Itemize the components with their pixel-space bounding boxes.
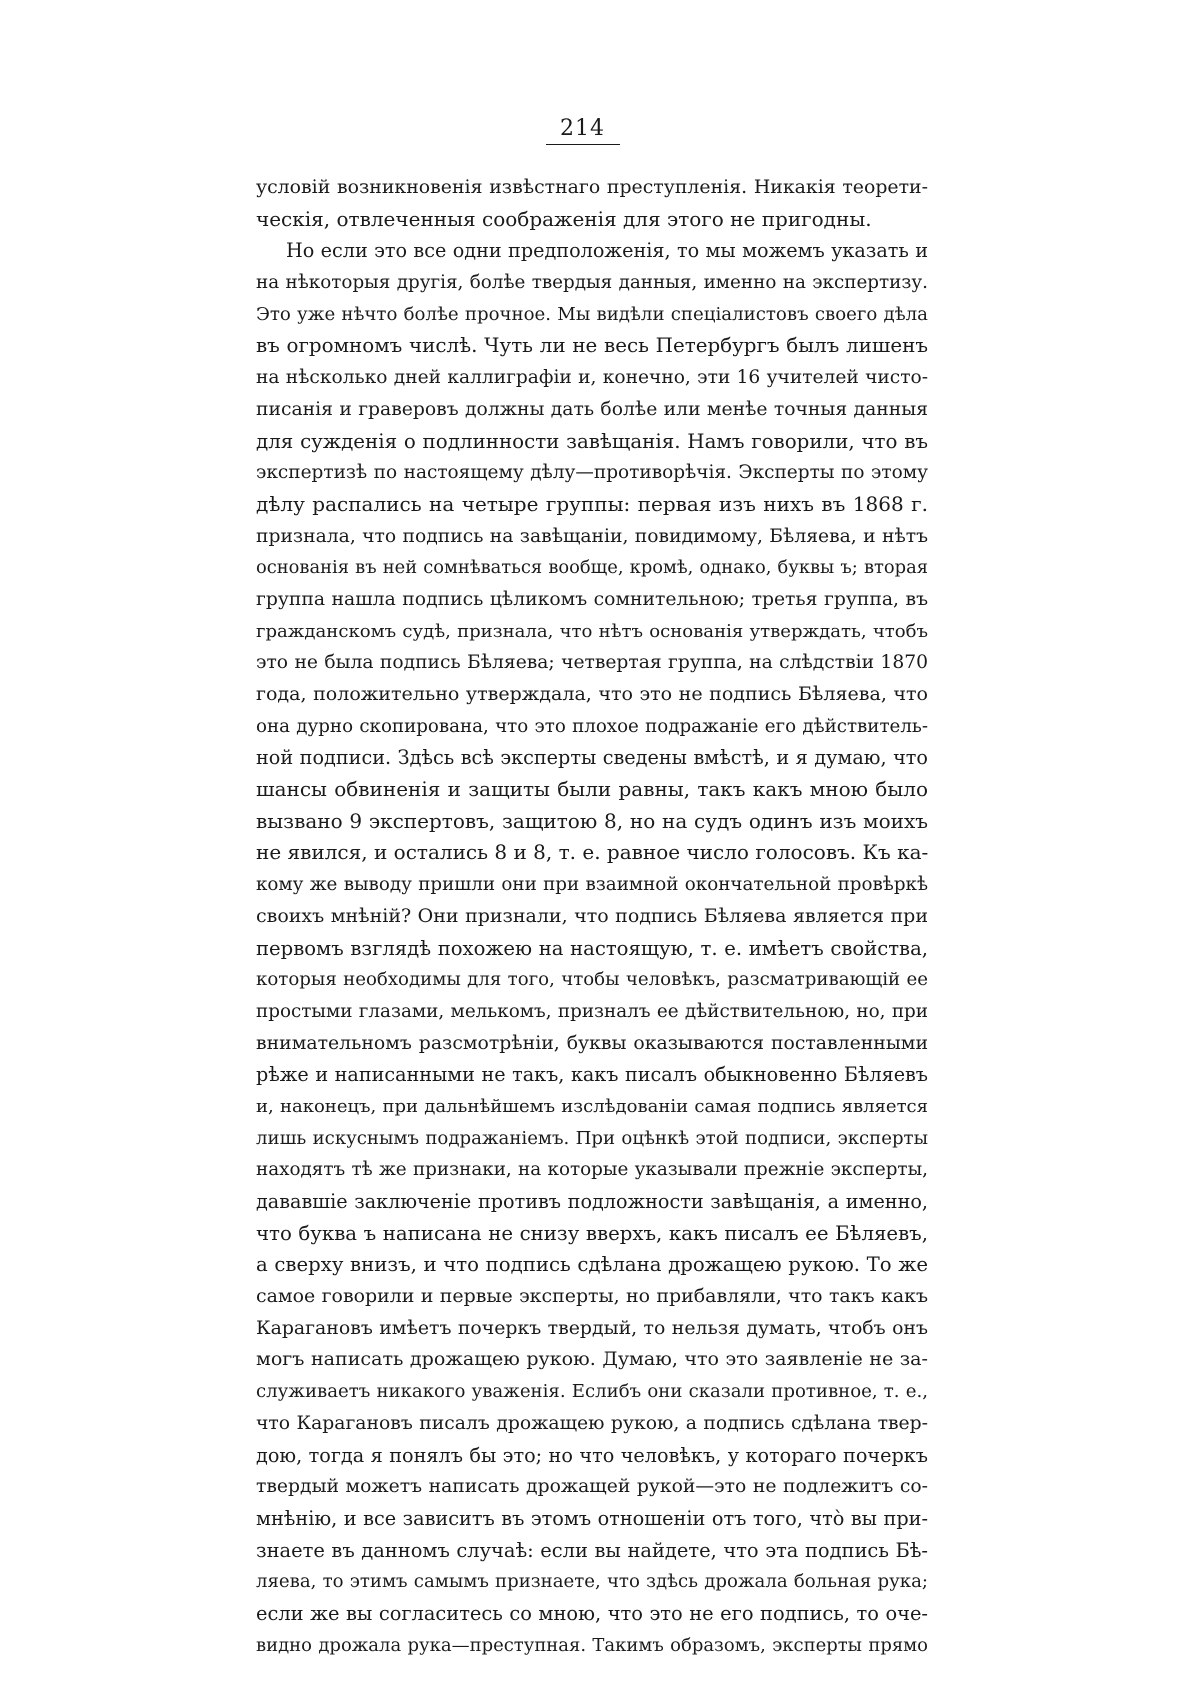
text-line: Но если это все одни предположенія, то мы можемъ указать и [286, 239, 928, 263]
text-line: вызвано 9 экспертовъ, защитою 8, но на судъ одинъ изъ моихъ [256, 808, 928, 833]
text-line: основанія въ ней сомнѣваться вообще, кромѣ, однако, буквы ъ; вторая [256, 557, 928, 579]
text-line: видно дрожала рука—преступная. Такимъ образомъ, эксперты прямо [256, 1634, 928, 1656]
text-line: внимательномъ разсмотрѣніи, буквы оказываются поставленными [256, 1032, 928, 1054]
page-number: 214 [560, 116, 605, 141]
text-line: условій возникновенія извѣстнаго преступленія. Никакія теорети- [256, 176, 928, 198]
text-line: экспертизѣ по настоящему дѣлу—противорѣчія. Эксперты по этому [256, 462, 928, 484]
text-line: группа нашла подпись цѣликомъ сомнительною; третья группа, въ [256, 588, 928, 610]
text-line: служиваетъ никакого уваженія. Еслибъ они сказали противное, т. е., [256, 1381, 928, 1403]
text-line: кому же выводу пришли они при взаимной окончательной провѣркѣ [256, 874, 928, 896]
text-line: а сверху внизъ, и что подпись сдѣлана дрожащею рукою. То же [256, 1253, 928, 1277]
text-line: могъ написать дрожащею рукою. Думаю, что это заявленіе не за- [256, 1348, 928, 1371]
text-line: года, положительно утверждала, что это не подпись Бѣляева, что [256, 683, 928, 705]
text-line: если же вы согласитесь со мною, что это не его подпись, то оче- [256, 1601, 928, 1625]
text-line: въ огромномъ числѣ. Чуть ли не весь Петербургъ былъ лишенъ [256, 334, 928, 358]
text-line: Это уже нѣчто болѣе прочное. Мы видѣли спеціалистовъ своего дѣла [256, 303, 928, 325]
text-line: дѣлу распались на четыре группы: первая изъ нихъ въ 1868 г. [256, 491, 928, 516]
text-line: дававшіе заключеніе противъ подложности завѣщанія, а именно, [256, 1190, 928, 1213]
text-line: не явился, и остались 8 и 8, т. е. равное число голосовъ. Къ ка- [256, 840, 929, 865]
text-line: это не была подпись Бѣляева; четвертая группа, на слѣдствіи 1870 [256, 652, 928, 674]
text-line: первомъ взглядѣ похожею на настоящую, т. е. имѣетъ свойства, [256, 936, 928, 960]
text-line: дою, тогда я понялъ бы это; но что человѣкъ, у котораго почеркъ [256, 1443, 928, 1467]
text-line: на нѣкоторыя другія, болѣе твердыя данныя, именно на экспертизу. [256, 272, 928, 294]
text-line: знаете въ данномъ случаѣ: если вы найдете, что эта подпись Бѣ- [256, 1538, 928, 1562]
text-line: и, наконецъ, при дальнѣйшемъ изслѣдованіи самая подпись является [256, 1095, 928, 1117]
text-line: ной подписи. Здѣсь всѣ эксперты сведены вмѣстѣ, и я думаю, что [256, 746, 928, 770]
text-line: мнѣнію, и все зависитъ въ этомъ отношеніи отъ того, что̀ вы при- [256, 1506, 928, 1530]
text-line: своихъ мнѣній? Они признали, что подпись Бѣляева является при [256, 904, 928, 927]
text-line: самое говорили и первые эксперты, но прибавляли, что такъ какъ [256, 1285, 928, 1308]
text-line: для сужденія о подлинности завѣщанія. Намъ говорили, что въ [256, 429, 928, 453]
text-line: она дурно скопирована, что это плохое подражаніе его дѣйствитель- [256, 715, 928, 737]
text-line: рѣже и написанными не такъ, какъ писалъ обыкновенно Бѣляевъ [256, 1063, 928, 1087]
text-line: ческія, отвлеченныя соображенія для этого не пригодны. [256, 206, 872, 231]
text-line: твердый можетъ написать дрожащей рукой—это не подлежитъ со- [256, 1476, 928, 1498]
body-text [256, 172, 928, 1661]
page-number-rule [546, 144, 620, 145]
text-line: ляева, то этимъ самымъ признаете, что здѣсь дрожала больная рука; [256, 1571, 928, 1593]
text-line: шансы обвиненія и защиты были равны, такъ какъ мною было [256, 777, 928, 802]
text-line: на нѣсколько дней каллиграфіи и, конечно, эти 16 учителей чисто- [256, 367, 928, 389]
text-line: находятъ тѣ же признаки, на которые указывали прежніе эксперты, [256, 1159, 928, 1181]
text-line: которыя необходимы для того, чтобы человѣкъ, разсматривающій ее [256, 969, 928, 991]
text-line: Карагановъ имѣетъ почеркъ твердый, то нельзя думать, чтобъ онъ [256, 1316, 928, 1339]
text-line: гражданскомъ судѣ, признала, что нѣтъ основанія утверждать, чтобъ [256, 620, 928, 642]
text-line: что буква ъ написана не снизу вверхъ, какъ писалъ ее Бѣляевъ, [256, 1221, 928, 1245]
text-line: признала, что подпись на завѣщаніи, повидимому, Бѣляева, и нѣтъ [256, 525, 928, 547]
text-line: что Карагановъ писалъ дрожащею рукою, а подпись сдѣлана твер- [256, 1412, 928, 1434]
text-line: простыми глазами, мелькомъ, призналъ ее дѣйствительною, но, при [256, 1000, 928, 1022]
text-line: писанія и граверовъ должны дать болѣе или менѣе точныя данныя [256, 398, 928, 420]
text-line: лишь искуснымъ подражаніемъ. При оцѣнкѣ этой подписи, эксперты [256, 1127, 928, 1149]
